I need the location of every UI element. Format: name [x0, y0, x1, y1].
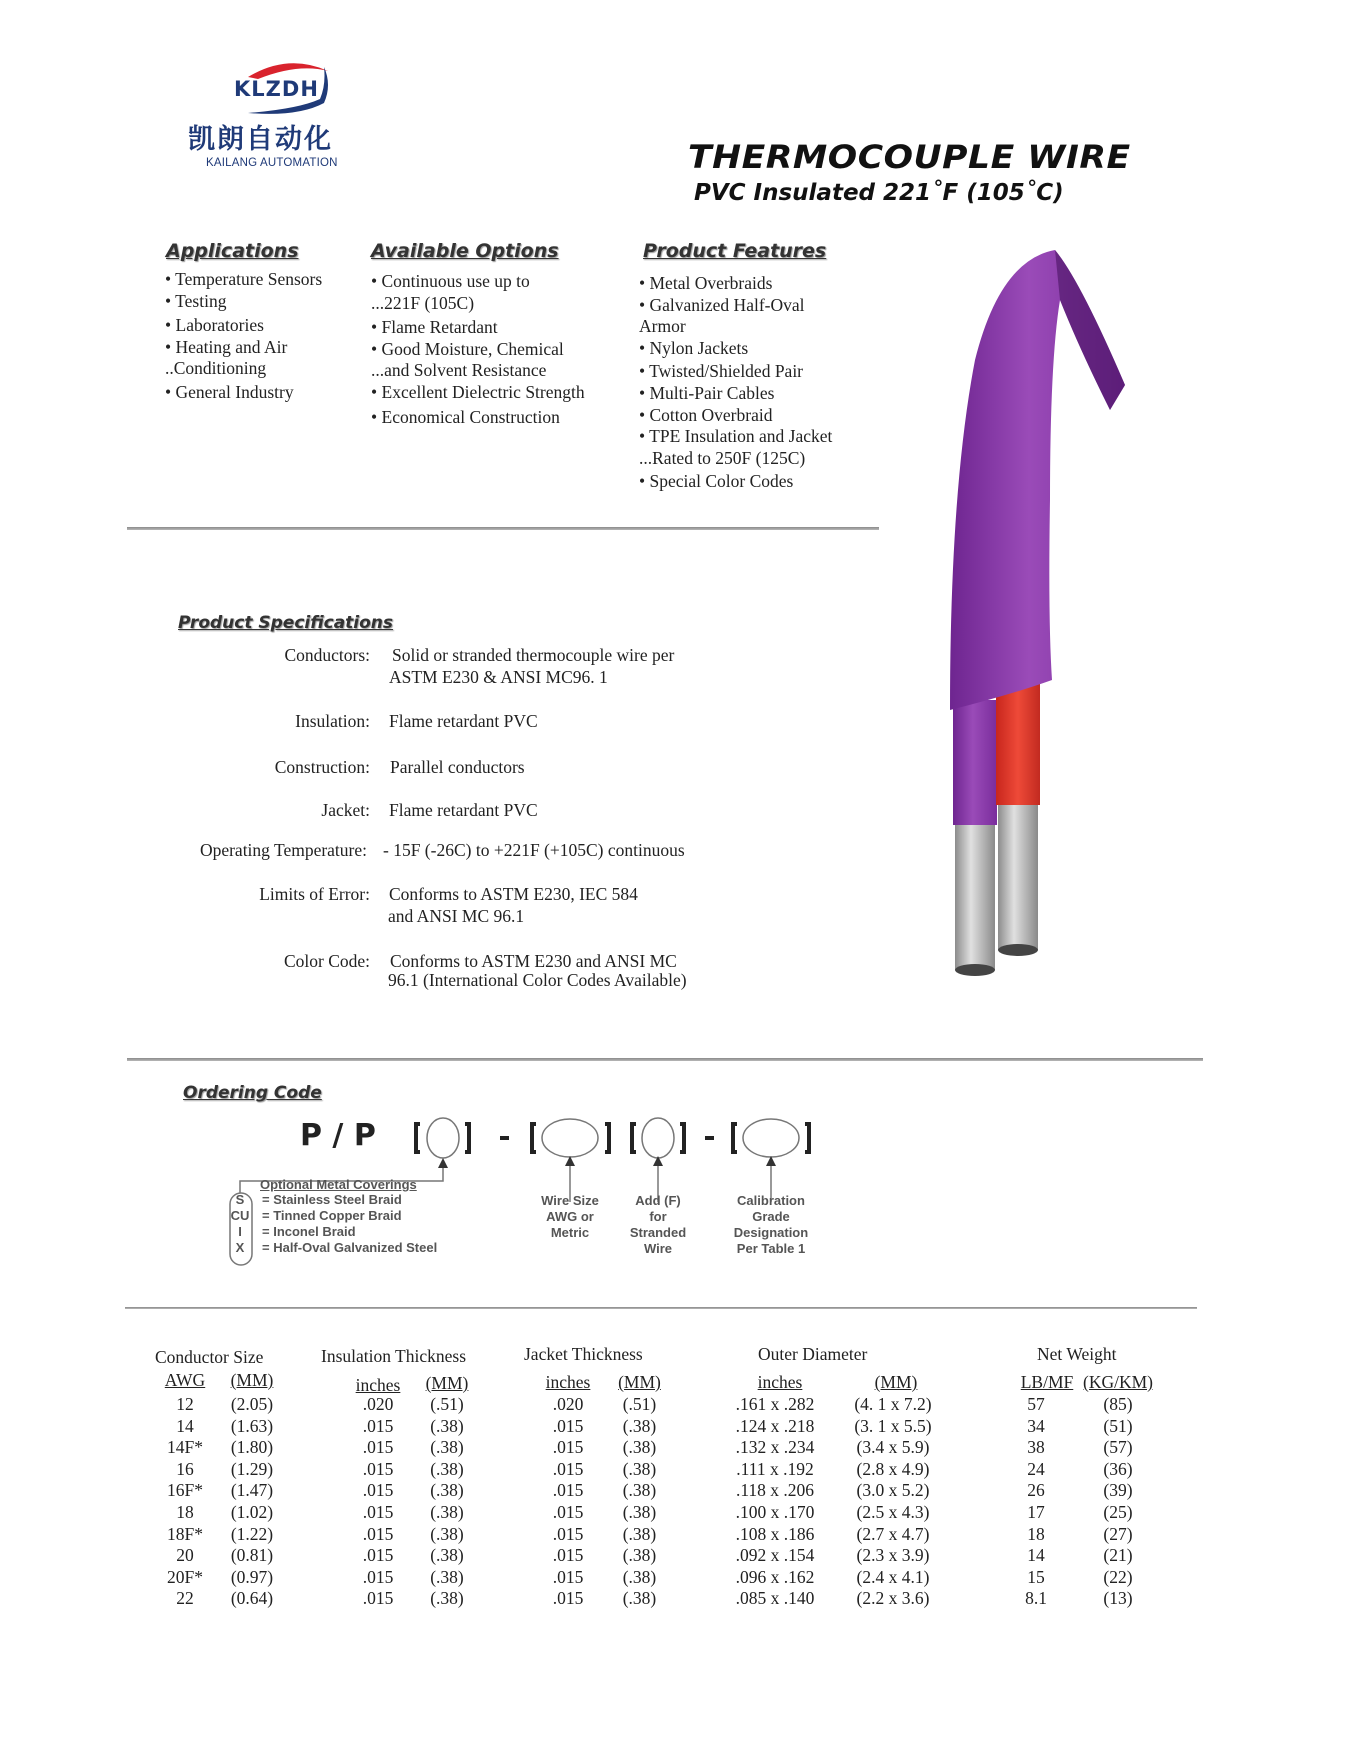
table-cell-lb: 34 [1027, 1415, 1045, 1436]
table-cell-jac-in: .015 [552, 1437, 584, 1458]
spec-label: Insulation: [295, 711, 370, 731]
table-cell-ins-mm: (.38) [430, 1480, 464, 1501]
table-cell-od-mm: (3.0 x 5.2) [856, 1480, 930, 1501]
note-line: Metric [550, 1225, 590, 1240]
column-header: (MM) [425, 1373, 469, 1393]
spec-label: Conductors: [284, 645, 370, 665]
table-cell-mm: (1.47) [230, 1480, 274, 1501]
list-item: • Multi-Pair Cables [639, 382, 775, 403]
note-line: Calibration [737, 1193, 805, 1208]
note-line: Per Table 1 [736, 1241, 806, 1256]
table-cell-od-in: .108 x .186 [735, 1523, 815, 1544]
table-cell-ins-in: .015 [362, 1480, 394, 1501]
covering-code: CU [230, 1208, 250, 1223]
table-cell-ins-in: .015 [362, 1588, 394, 1609]
table-cell-lb: 14 [1027, 1545, 1045, 1566]
table-cell-lb: 26 [1027, 1480, 1045, 1501]
list-item: • General Industry [165, 381, 294, 402]
spec-value: Conforms to ASTM E230 and ANSI MC [390, 951, 677, 971]
table-cell-od-mm: (3.4 x 5.9) [856, 1437, 930, 1458]
spec-value: - 15F (-26C) to +221F (+105C) continuous [383, 840, 685, 860]
table-cell-ins-in: .020 [362, 1394, 394, 1414]
list-item: • Metal Overbraids [639, 273, 773, 293]
table-cell-ins-in: .015 [362, 1523, 394, 1544]
column-header: inches [545, 1372, 591, 1392]
table-cell-kg: (13) [1103, 1588, 1133, 1609]
covering-code: S [235, 1192, 245, 1207]
table-cell-kg: (22) [1103, 1566, 1133, 1587]
table-cell-jac-in: .015 [552, 1415, 584, 1436]
table-cell-awg: 18F* [167, 1523, 203, 1544]
table-cell-awg: 18 [176, 1502, 194, 1522]
covering-desc: = Half-Oval Galvanized Steel [262, 1240, 438, 1255]
ordering-prefix: P / P [300, 1118, 376, 1153]
note-line: Add (F) [635, 1193, 681, 1208]
table-cell-jac-mm: (.38) [622, 1588, 657, 1609]
table-cell-jac-in: .015 [552, 1502, 584, 1522]
table-cell-od-in: .092 x .154 [735, 1545, 815, 1566]
covering-desc: = Inconel Braid [262, 1224, 356, 1239]
table-cell-od-in: .111 x .192 [736, 1458, 814, 1479]
table-cell-ins-in: .015 [362, 1502, 394, 1522]
list-item: Armor [639, 316, 686, 337]
table-cell-ins-mm: (.38) [430, 1437, 464, 1458]
table-cell-ins-in: .015 [362, 1545, 394, 1566]
column-group-header: Outer Diameter [758, 1344, 868, 1364]
list-item: • Continuous use up to [371, 271, 530, 291]
spec-label: Jacket: [321, 800, 370, 820]
column-header: inches [355, 1375, 401, 1395]
spec-value: Flame retardant PVC [389, 711, 538, 731]
column-group-header: Insulation Thickness [321, 1346, 467, 1366]
note-line: Wire Size [541, 1193, 599, 1208]
list-item: • Twisted/Shielded Pair [639, 361, 804, 382]
table-cell-lb: 17 [1027, 1502, 1045, 1522]
table-cell-ins-mm: (.38) [430, 1523, 464, 1544]
table-cell-ins-in: .015 [362, 1415, 394, 1436]
table-cell-kg: (39) [1103, 1480, 1133, 1501]
table-cell-lb: 18 [1027, 1523, 1045, 1544]
spec-value: Parallel conductors [390, 757, 525, 777]
column-header: (MM) [874, 1372, 918, 1392]
table-cell-jac-mm: (.38) [622, 1523, 657, 1544]
list-item: • Testing [165, 290, 227, 311]
table-cell-od-in: .161 x .282 [735, 1394, 815, 1414]
list-item: • Flame Retardant [371, 317, 498, 338]
table-cell-jac-mm: (.38) [622, 1437, 657, 1458]
list-item: ..Conditioning [165, 358, 267, 379]
applications-heading: Applications [166, 240, 299, 262]
page-subtitle: PVC Insulated 221˚F (105˚C) [694, 180, 1064, 206]
table-cell-jac-mm: (.38) [622, 1415, 657, 1436]
table-cell-ins-mm: (.38) [430, 1588, 464, 1609]
list-item: • Nylon Jackets [639, 337, 749, 358]
table-cell-od-mm: (2.2 x 3.6) [856, 1588, 930, 1609]
table-cell-od-mm: (2.7 x 4.7) [856, 1523, 930, 1544]
table-cell-lb: 8.1 [1025, 1588, 1047, 1609]
logo-chinese-text: 凯朗自动化 [188, 124, 333, 155]
table-cell-ins-mm: (.38) [430, 1566, 464, 1587]
covering-desc: = Tinned Copper Braid [262, 1208, 402, 1223]
table-cell-od-mm: (3. 1 x 5.5) [854, 1415, 932, 1436]
table-cell-awg: 20 [176, 1545, 194, 1566]
table-cell-ins-mm: (.38) [430, 1502, 464, 1522]
spec-value: Flame retardant PVC [389, 800, 538, 820]
options-heading: Available Options [371, 240, 559, 262]
table-cell-jac-mm: (.38) [622, 1502, 657, 1522]
spec-value: and ANSI MC 96.1 [388, 906, 525, 926]
table-cell-jac-in: .015 [552, 1588, 584, 1609]
table-cell-od-in: .118 x .206 [735, 1480, 815, 1501]
table-cell-lb: 15 [1027, 1566, 1045, 1587]
list-item: • Cotton Overbraid [639, 404, 773, 425]
table-cell-ins-mm: (.38) [430, 1415, 464, 1436]
list-item: • Heating and Air [165, 336, 288, 357]
note-line: for [649, 1209, 667, 1224]
specs-heading: Product Specifications [178, 613, 394, 633]
table-cell-lb: 57 [1027, 1394, 1045, 1414]
note-line: Grade [752, 1209, 790, 1224]
table-cell-od-in: .132 x .234 [735, 1437, 815, 1458]
list-item: • Galvanized Half-Oval [639, 294, 805, 315]
list-item: • Excellent Dielectric Strength [371, 381, 585, 402]
table-cell-jac-in: .015 [552, 1545, 584, 1566]
table-cell-ins-mm: (.38) [430, 1458, 464, 1479]
note-line: Stranded [629, 1225, 687, 1240]
spec-label: Operating Temperature: [199, 840, 367, 860]
table-cell-jac-mm: (.38) [622, 1566, 657, 1587]
list-item: ...221F (105C) [371, 292, 475, 313]
table-cell-ins-in: .015 [362, 1458, 394, 1479]
logo-subtitle: KAILANG AUTOMATION [206, 157, 338, 169]
table-cell-mm: (0.97) [230, 1566, 274, 1587]
spec-value: Conforms to ASTM E230, IEC 584 [389, 884, 638, 904]
table-cell-ins-mm: (.51) [430, 1394, 464, 1414]
covering-desc: = Stainless Steel Braid [262, 1192, 402, 1207]
covering-code: I [238, 1224, 242, 1239]
table-cell-awg: 16 [176, 1458, 194, 1479]
list-item: • Temperature Sensors [165, 269, 323, 289]
table-cell-jac-mm: (.38) [622, 1480, 657, 1501]
table-cell-od-in: .096 x .162 [735, 1566, 815, 1587]
table-cell-mm: (2.05) [230, 1394, 274, 1414]
spec-label: Color Code: [283, 951, 370, 971]
table-cell-od-mm: (4. 1 x 7.2) [854, 1394, 932, 1414]
table-cell-mm: (1.80) [230, 1437, 274, 1458]
column-header: LB/MF [1020, 1372, 1074, 1392]
table-cell-kg: (51) [1103, 1415, 1133, 1436]
spec-label: Limits of Error: [259, 884, 370, 904]
spec-label: Construction: [274, 757, 370, 777]
table-cell-ins-in: .015 [362, 1566, 394, 1587]
note-line: AWG or [546, 1209, 594, 1224]
covering-code: X [235, 1240, 245, 1255]
logo-latin-text: KLZDH [234, 77, 319, 101]
column-group-header: Net Weight [1037, 1344, 1117, 1364]
table-cell-awg: 14F* [167, 1437, 203, 1458]
column-header: AWG [164, 1370, 206, 1390]
table-cell-awg: 14 [176, 1415, 194, 1436]
table-cell-mm: (1.63) [230, 1415, 274, 1436]
note-line: Designation [733, 1225, 809, 1240]
table-cell-od-in: .100 x .170 [735, 1502, 815, 1522]
spec-value: 96.1 (International Color Codes Available) [388, 970, 687, 990]
features-heading: Product Features [643, 240, 827, 262]
table-cell-ins-mm: (.38) [430, 1545, 464, 1566]
table-cell-kg: (85) [1103, 1394, 1133, 1414]
column-header: (MM) [618, 1372, 661, 1392]
table-cell-kg: (25) [1103, 1502, 1133, 1522]
table-cell-awg: 22 [176, 1588, 194, 1609]
table-cell-mm: (0.64) [230, 1588, 274, 1609]
table-cell-mm: (1.22) [230, 1523, 274, 1544]
table-cell-od-mm: (2.5 x 4.3) [856, 1502, 930, 1522]
coverings-heading: Optional Metal Coverings [260, 1177, 417, 1192]
table-cell-awg: 16F* [167, 1480, 203, 1501]
column-group-header: Conductor Size [155, 1347, 264, 1367]
table-cell-jac-mm: (.51) [622, 1394, 657, 1414]
table-cell-lb: 24 [1027, 1458, 1045, 1479]
table-cell-mm: (1.29) [230, 1458, 274, 1479]
table-cell-od-mm: (2.4 x 4.1) [856, 1566, 930, 1587]
list-item: • Special Color Codes [639, 471, 794, 492]
list-item: ...Rated to 250F (125C) [639, 447, 806, 468]
table-cell-jac-in: .020 [552, 1394, 584, 1414]
table-cell-jac-in: .015 [552, 1566, 584, 1587]
column-header: (KG/KM) [1083, 1372, 1153, 1392]
column-header: inches [757, 1372, 803, 1392]
table-cell-od-in: .085 x .140 [735, 1588, 815, 1609]
table-cell-jac-in: .015 [552, 1458, 584, 1479]
note-line: Wire [643, 1241, 673, 1256]
table-cell-od-mm: (2.3 x 3.9) [856, 1545, 930, 1566]
table-cell-kg: (36) [1103, 1458, 1133, 1479]
list-item: • Laboratories [165, 315, 264, 336]
spec-value: ASTM E230 & ANSI MC96. 1 [389, 667, 608, 687]
table-cell-jac-mm: (.38) [622, 1545, 657, 1566]
table-cell-jac-in: .015 [552, 1480, 584, 1501]
list-item: ...and Solvent Resistance [371, 360, 547, 381]
table-cell-od-mm: (2.8 x 4.9) [856, 1458, 930, 1479]
list-item: • Economical Construction [371, 406, 560, 427]
table-cell-kg: (27) [1103, 1523, 1133, 1544]
list-item: • Good Moisture, Chemical [371, 338, 564, 359]
table-cell-mm: (0.81) [230, 1545, 274, 1566]
column-group-header: Jacket Thickness [524, 1344, 643, 1364]
column-header: (MM) [230, 1370, 274, 1390]
table-cell-lb: 38 [1027, 1437, 1045, 1458]
table-cell-mm: (1.02) [230, 1502, 274, 1522]
table-cell-od-in: .124 x .218 [735, 1415, 815, 1436]
table-cell-jac-mm: (.38) [622, 1458, 657, 1479]
table-cell-ins-in: .015 [362, 1437, 394, 1458]
table-cell-awg: 20F* [167, 1566, 203, 1587]
list-item: • TPE Insulation and Jacket [639, 426, 833, 447]
table-cell-kg: (21) [1103, 1545, 1133, 1566]
table-cell-kg: (57) [1103, 1437, 1133, 1458]
table-cell-jac-in: .015 [552, 1523, 584, 1544]
ordering-heading: Ordering Code [183, 1083, 322, 1103]
page-title: THERMOCOUPLE WIRE [688, 138, 1131, 176]
table-cell-awg: 12 [176, 1394, 194, 1414]
spec-value: Solid or stranded thermocouple wire per [392, 645, 675, 665]
